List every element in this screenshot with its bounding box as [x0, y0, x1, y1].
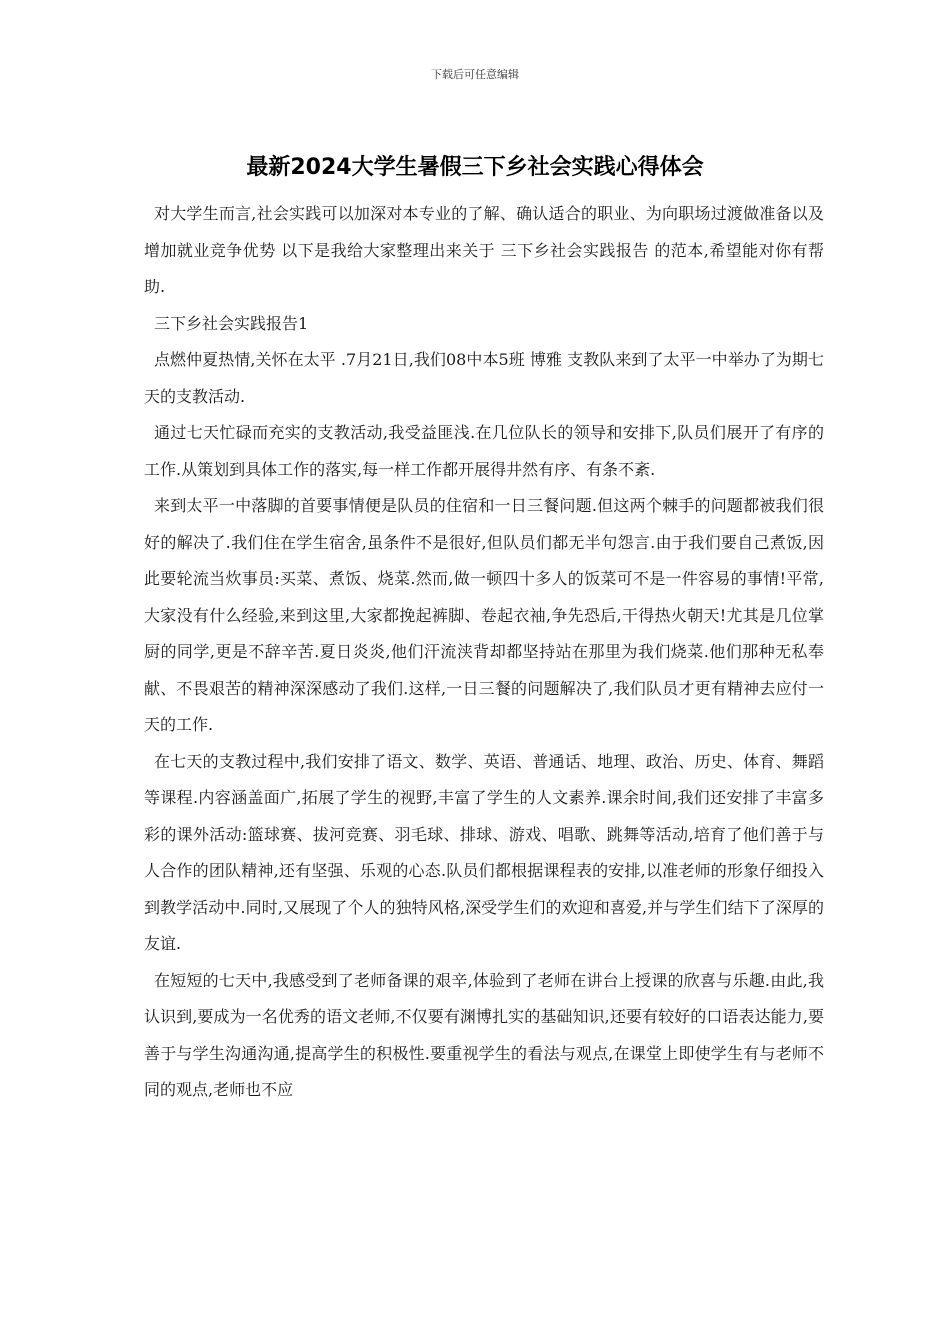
- document-title: 最新2024大学生暑假三下乡社会实践心得体会: [246, 155, 704, 180]
- paragraph-intro: 对大学生而言,社会实践可以加深对本专业的了解、确认适合的职业、为向职场过渡做准备以及增加就业竞争优势 以下是我给大家整理出来关于 三下乡社会实践报告 的范本,希望能对你有帮助.: [144, 204, 824, 296]
- header-note: 下载后可任意编辑: [431, 68, 519, 81]
- paragraph: 点燃仲夏热情,关怀在太平 .7月21日,我们08中本5班 博雅 支教队来到了太平一中举办了为期七天的支教活动.: [144, 350, 824, 406]
- document-body: [144, 196, 824, 1109]
- paragraph: 在七天的支教过程中,我们安排了语文、数学、英语、普通话、地理、政治、历史、体育、舞蹈等课程.内容涵盖面广,拓展了学生的视野,丰富了学生的人文素养.课余时间,我们还安排了丰富多彩的课外活动:篮球赛、拔河竞赛、羽毛球、排球、游戏、唱歌、跳舞等活动,培育了他们善于与人合作的团队精神,还有坚强、乐观的心态.队员们都根据课程表的安排,以准老师的形象仔细投入到教学活动中.同时,又展现了个人的独特风格,深受学生们的欢迎和喜爱,并与学生们结下了深厚的友谊.: [144, 751, 824, 953]
- paragraph: 来到太平一中落脚的首要事情便是队员的住宿和一日三餐问题.但这两个棘手的问题都被我们很好的解决了.我们住在学生宿舍,虽条件不是很好,但队员们都无半句怨言.由于我们要自己煮饭,因此要轮流当炊事员:买菜、煮饭、烧菜.然而,做一顿四十多人的饭菜可不是一件容易的事情!平常,大家没有什么经验,来到这里,大家都挽起裤脚、卷起衣袖,争先恐后,干得热火朝天!尤其是几位掌厨的同学,更是不辞辛苦.夏日炎炎,他们汗流浃背却都坚持站在那里为我们烧菜.他们那种无私奉献、不畏艰苦的精神深深感动了我们.这样,一日三餐的问题解决了,我们队员才更有精神去应付一天的工作.: [144, 496, 824, 734]
- paragraph: 在短短的七天中,我感受到了老师备课的艰辛,体验到了老师在讲台上授课的欣喜与乐趣.由此,我认识到,要成为一名优秀的语文老师,不仅要有渊博扎实的基础知识,还要有较好的口语表达能力,要善于与学生沟通沟通,提高学生的积极性.要重视学生的看法与观点,在课堂上即使学生有与老师不同的观点,老师也不应: [144, 970, 824, 1099]
- paragraph-report-heading: 三下乡社会实践报告1: [154, 313, 309, 333]
- paragraph: 通过七天忙碌而充实的支教活动,我受益匪浅.在几位队长的领导和安排下,队员们展开了有序的工作.从策划到具体工作的落实,每一样工作都开展得井然有序、有条不紊.: [144, 423, 824, 479]
